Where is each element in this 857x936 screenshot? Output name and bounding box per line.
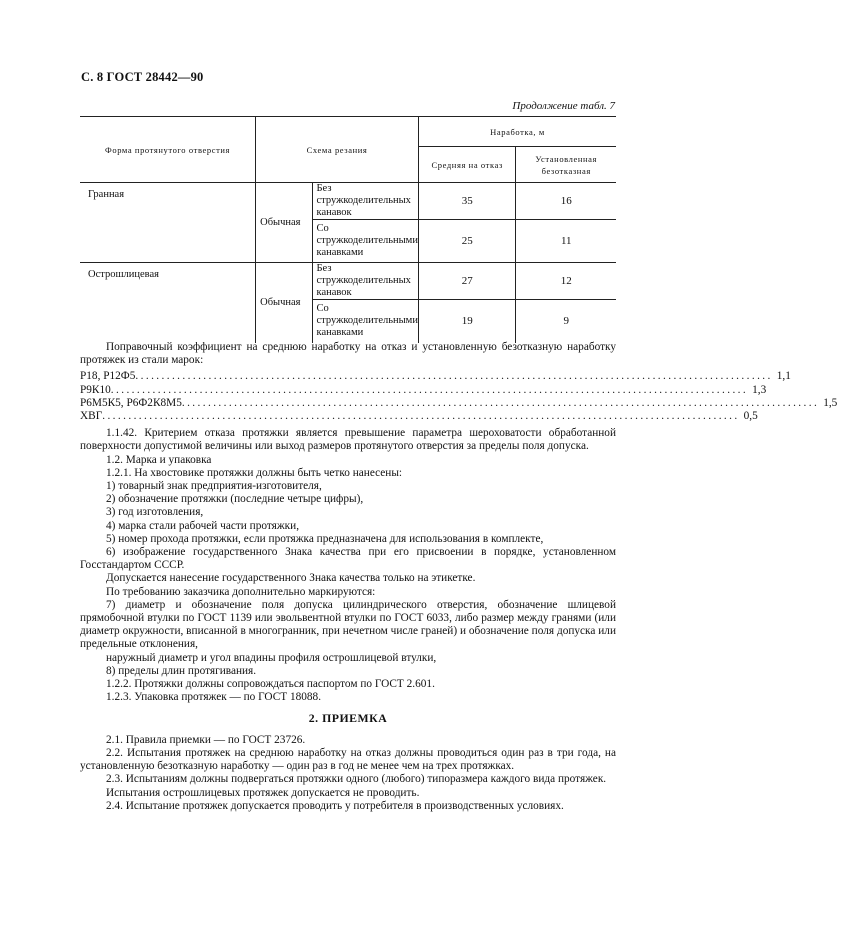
paragraph-1-2-1: 1.2.1. На хвостовике протяжки должны быть четко нанесены: — [106, 466, 403, 479]
coef-value: 1,3 — [752, 383, 767, 396]
established-value: 9 — [516, 300, 616, 343]
mean-value: 19 — [418, 300, 516, 343]
paragraph-request: По требованию заказчика дополнительно маркируются: — [106, 585, 376, 598]
steel-grade: ХВГ — [80, 410, 103, 423]
established-value: 11 — [516, 220, 616, 263]
list-item: 5) номер прохода протяжки, если протяжка предназначена для использования в комплекте, — [106, 532, 544, 545]
paragraph-2-2: 2.2. Испытания протяжек на среднюю наработку на отказ должны проводиться один раз в три года, на установленную безотказную наработку — один раз в год не менее чем на трех протяжках. — [80, 746, 616, 773]
shape-cell: Острошлицевая — [80, 263, 256, 343]
shape-cell: Гранная — [88, 189, 125, 200]
description-cell: Со стружкоделительными канавками — [312, 300, 418, 343]
description-cell: Со стружкоделительными канавками — [312, 220, 418, 263]
list-item: 7) диаметр и обозначение поля допуска цилиндрического отверстия, обозначение шлицевой прямобочной втулки по ГОСТ 1139 или эвольвентной втулки по ГОСТ 6033, либо размер между гранями (или диаметр окружности, вписанной в многогранник, при нечетном числе граней) и обозначение поля допуска или предельные отклонения, — [80, 598, 616, 651]
list-item: 4) марка стали рабочей части протяжки, — [106, 519, 300, 532]
coef-value: 0,5 — [743, 410, 758, 423]
header-shape: Форма протянутого отверстия — [80, 117, 256, 183]
paragraph-2-4: 2.4. Испытание протяжек допускается проводить у потребителя в производственных условиях. — [106, 799, 564, 812]
page-header: С. 8 ГОСТ 28442—90 — [81, 70, 204, 84]
established-value: 16 — [516, 183, 616, 220]
list-item: 2) обозначение протяжки (последние четыре цифры), — [106, 493, 364, 506]
paragraph-outer-diameter: наружный диаметр и угол впадины профиля острошлицевой втулки, — [106, 651, 437, 664]
paragraph-2-3: 2.3. Испытаниям должны подвергаться протяжки одного (любого) типоразмера каждого вида протяжек. — [106, 773, 607, 786]
steel-grade: Р9К10 — [80, 383, 111, 396]
mean-value: 25 — [418, 220, 516, 263]
table-row — [80, 263, 616, 300]
list-item: 1) товарный знак предприятия-изготовителя, — [106, 480, 322, 493]
body-text — [80, 341, 838, 813]
coef-value: 1,1 — [776, 370, 791, 383]
established-value: 12 — [516, 263, 616, 300]
description-cell: Без стружкоделительных канавок — [312, 263, 418, 300]
header-runtime: Наработка, м — [418, 117, 616, 147]
list-item: 3) год изготовления, — [106, 506, 204, 519]
runtime-table — [80, 116, 616, 343]
coef-row: Р9К10 .......................................................................................................................... 1,3 — [80, 384, 616, 397]
paragraph-allowed: Допускается нанесение государственного Знака качества только на этикетке. — [106, 572, 476, 585]
steel-grade: Р6М5К5, Р6Ф2К8М5 — [80, 396, 182, 409]
paragraph-1-2-2: 1.2.2. Протяжки должны сопровождаться паспортом по ГОСТ 2.601. — [106, 678, 435, 691]
scheme-cell: Обычная — [256, 183, 312, 263]
list-item: 8) пределы длин протягивания. — [106, 664, 257, 677]
scheme-cell: Обычная — [256, 263, 312, 343]
table-continuation-label: Продолжение табл. 7 — [512, 100, 615, 112]
section-2-title: 2. ПРИЕМКА — [308, 711, 388, 726]
paragraph-spline-tests: Испытания острошлицевых протяжек допускается не проводить. — [106, 786, 420, 799]
table-row — [80, 183, 616, 220]
paragraph-1-1-42: 1.1.42. Критерием отказа протяжки является превышение параметра шероховатости обработанной поверхности допустимой величины или выход размеров протянутого отверстия за пределы поля допуска. — [80, 427, 616, 453]
coef-row: ХВГ .......................................................................................................................... 0,5 — [80, 410, 616, 423]
coef-intro: Поправочный коэффициент на среднюю наработку на отказ и установленную безотказную наработку протяжек из стали марок: — [80, 341, 616, 367]
header-mean: Средняя на отказ — [418, 147, 516, 183]
paragraph-2-1: 2.1. Правила приемки — по ГОСТ 23726. — [106, 733, 306, 746]
list-item: 6) изображение государственного Знака качества при его присвоении в порядке, установленном Госстандартом СССР. — [80, 546, 616, 572]
description-cell: Без стружкоделительных канавок — [312, 183, 418, 220]
mean-value: 27 — [418, 263, 516, 300]
header-scheme: Схема резания — [256, 117, 419, 183]
paragraph-1-2: 1.2. Марка и упаковка — [106, 453, 212, 466]
coef-row: Р18, Р12Ф5 .......................................................................................................................... 1,1 — [80, 370, 616, 383]
header-established: Установленная безотказная — [516, 147, 616, 183]
paragraph-1-2-3: 1.2.3. Упаковка протяжек — по ГОСТ 18088. — [106, 691, 322, 704]
coef-value: 1,5 — [823, 396, 838, 409]
steel-grade: Р18, Р12Ф5 — [80, 370, 136, 383]
mean-value: 35 — [418, 183, 516, 220]
coef-row: Р6М5К5, Р6Ф2К8М5 .......................................................................................................................... 1,5 — [80, 397, 616, 410]
